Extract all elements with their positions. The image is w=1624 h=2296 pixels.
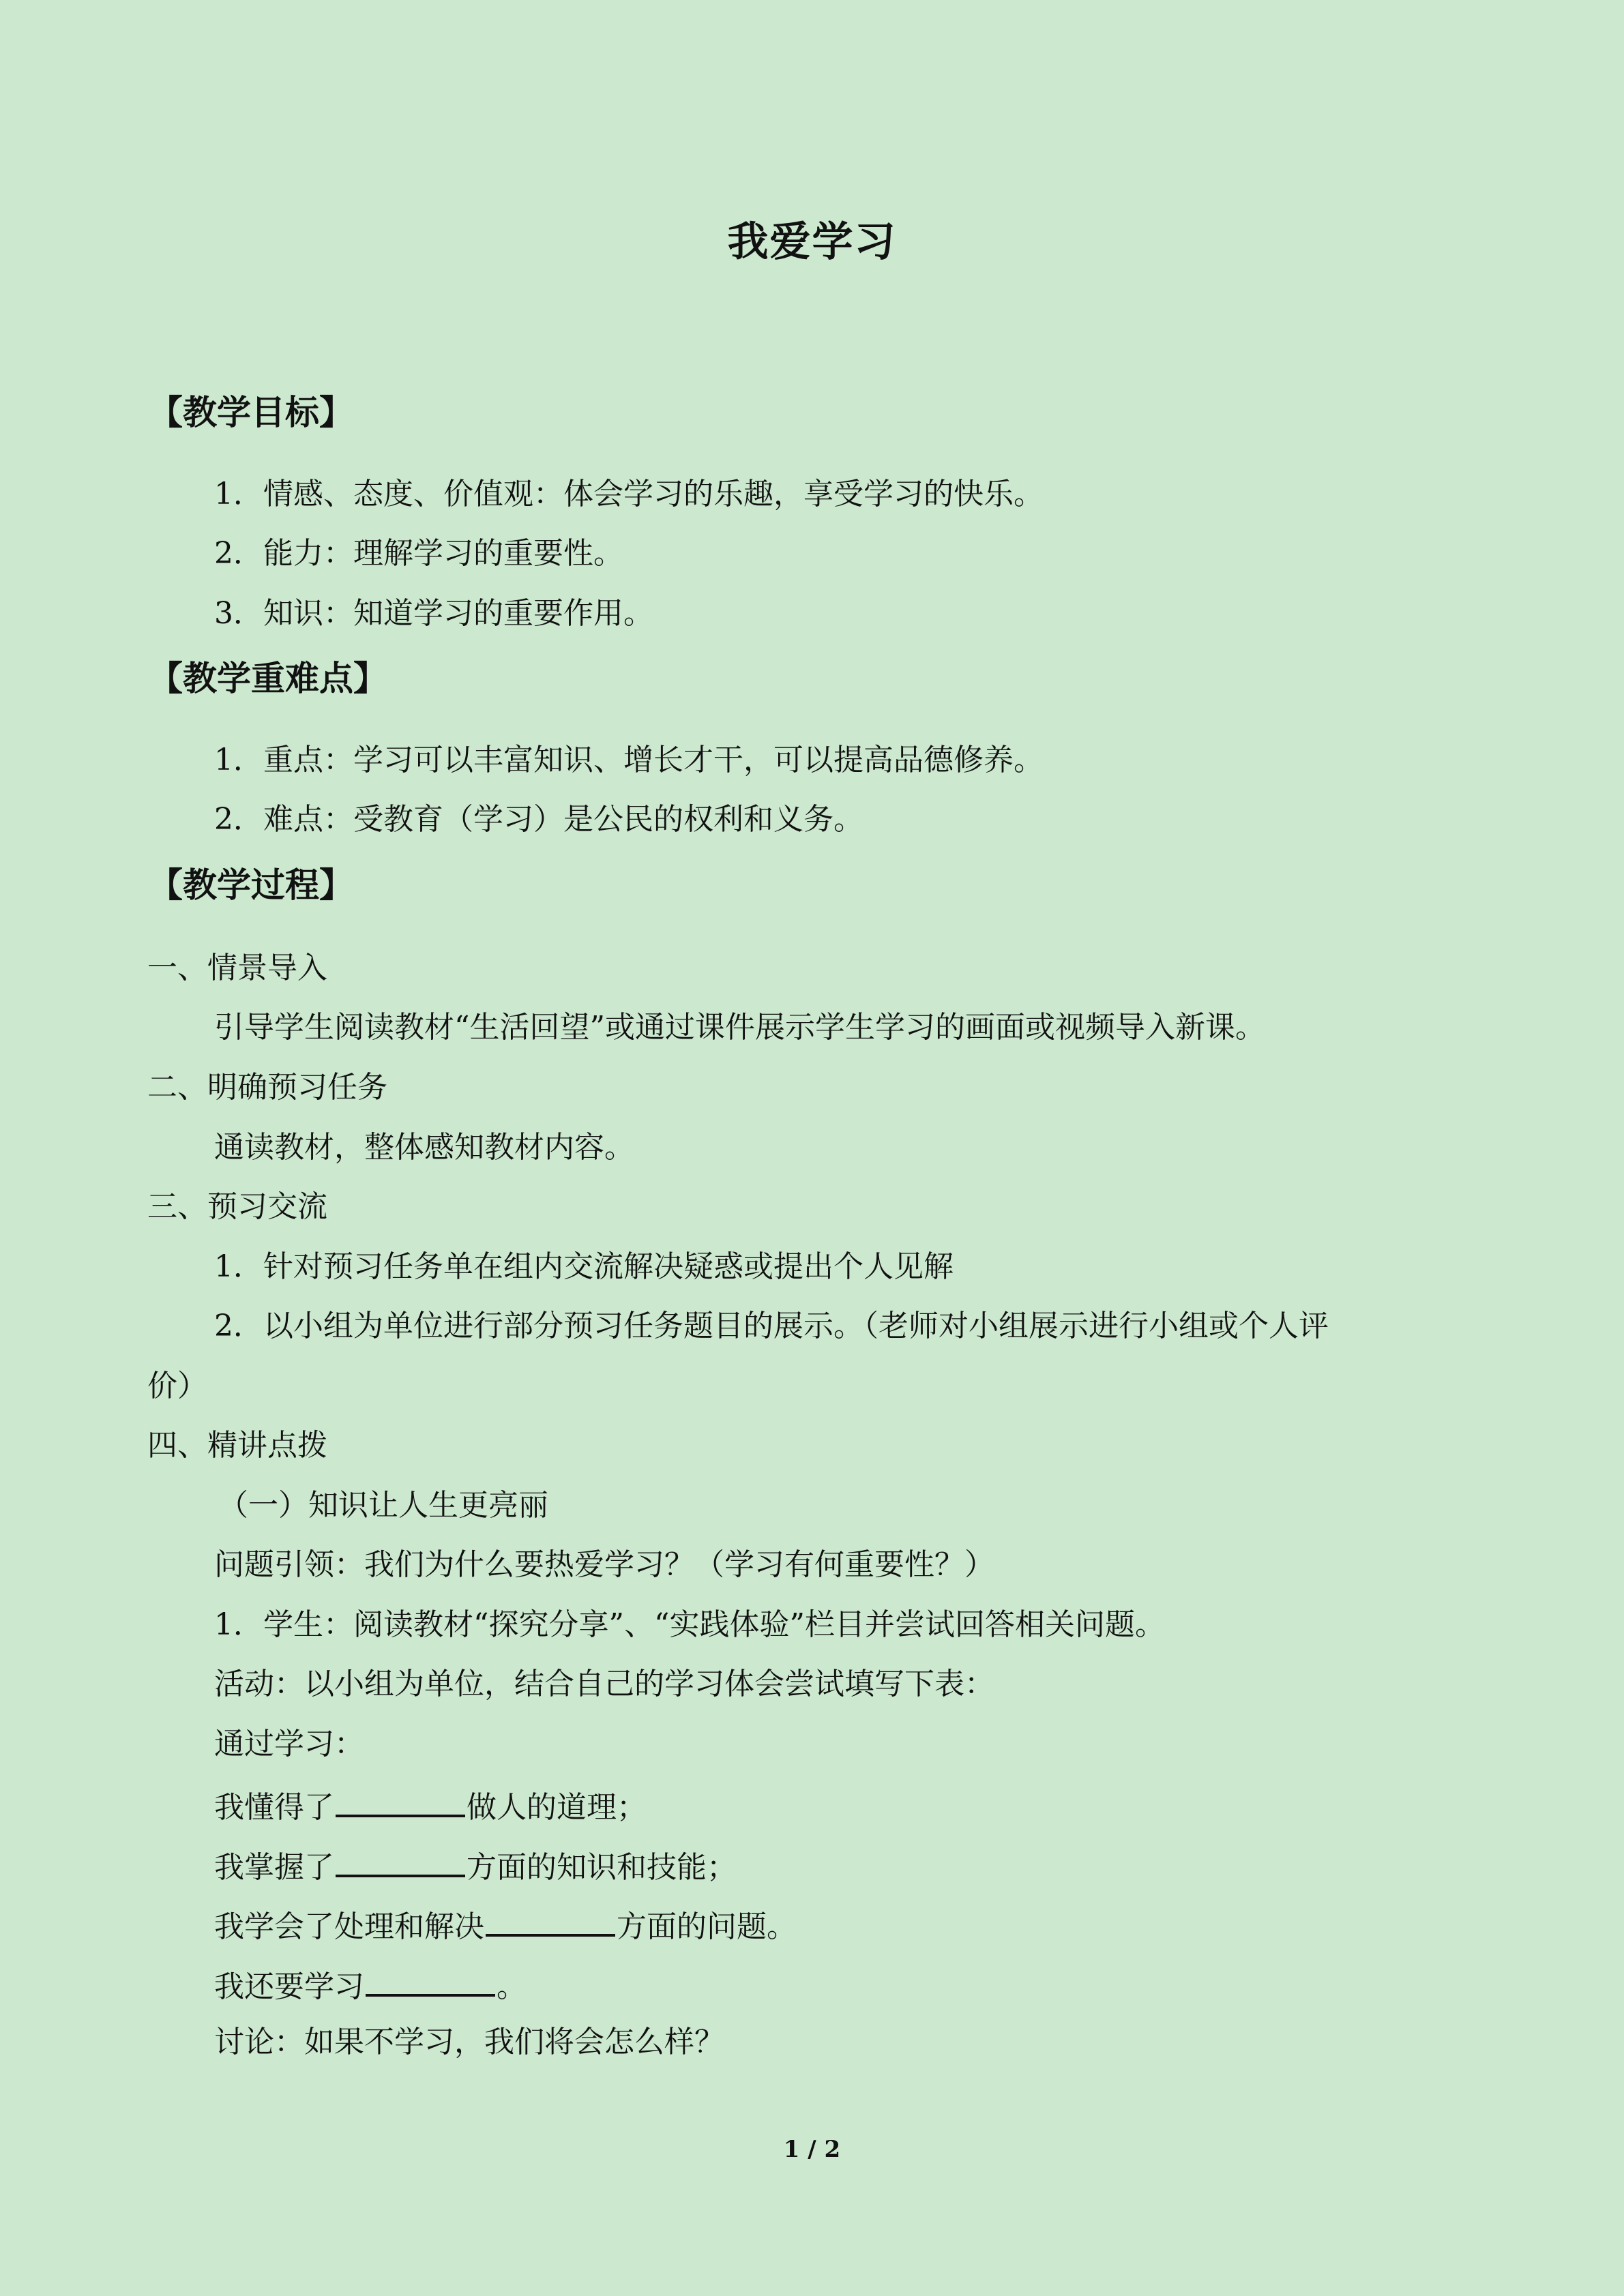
step2-title: 二、明确预习任务	[147, 1070, 387, 1105]
step3-item-1: 1．针对预习任务单在组内交流解决疑惑或提出个人见解	[214, 1249, 954, 1284]
fill-3-prefix: 我学会了处理和解决	[214, 1909, 484, 1944]
fill-1-blank[interactable]	[336, 1783, 465, 1817]
fill-2-prefix: 我掌握了	[214, 1850, 334, 1885]
fill-in-line-1	[214, 1783, 647, 1828]
fill-2-blank[interactable]	[336, 1843, 465, 1877]
fill-in-line-2	[214, 1843, 737, 1888]
step2-text: 通读教材，整体感知教材内容。	[214, 1130, 634, 1165]
step3-title: 三、预习交流	[147, 1189, 327, 1224]
discussion-question: 讨论：如果不学习，我们将会怎么样？	[214, 2025, 724, 2059]
step1-title: 一、情景导入	[147, 951, 327, 985]
page-title: 我爱学习	[727, 218, 897, 266]
fill-3-blank[interactable]	[486, 1903, 615, 1937]
through-learning-label: 通过学习：	[214, 1727, 364, 1761]
fill-4-blank[interactable]	[366, 1963, 495, 1997]
fill-in-line-3	[214, 1903, 797, 1948]
activity-instructions: 活动：以小组为单位，结合自己的学习体会尝试填写下表：	[214, 1667, 994, 1701]
key-point-item-1: 1．重点：学习可以丰富知识、增长才干，可以提高品德修养。	[214, 743, 1044, 777]
fill-4-suffix: 。	[497, 1969, 527, 2004]
fill-1-suffix: 做人的道理；	[467, 1790, 647, 1825]
step1-text: 引导学生阅读教材“生活回望”或通过课件展示学生学习的画面或视频导入新课。	[214, 1010, 1265, 1045]
key-point-item-2: 2．难点：受教育（学习）是公民的权利和义务。	[214, 802, 863, 837]
goal-item-3: 3．知识：知道学习的重要作用。	[214, 596, 653, 631]
goal-item-2: 2．能力：理解学习的重要性。	[214, 536, 623, 571]
section-heading-process: 【教学过程】	[149, 865, 353, 905]
step3-item-2-line2: 价）	[147, 1369, 207, 1403]
fill-in-line-4	[214, 1963, 527, 2008]
subsection-1-title: （一）知识让人生更亮丽	[218, 1488, 548, 1523]
goal-item-1: 1．情感、态度、价值观：体会学习的乐趣，享受学习的快乐。	[214, 477, 1044, 511]
step3-item-2-line1: 2．以小组为单位进行部分预习任务题目的展示。（老师对小组展示进行小组或个人评	[214, 1309, 1329, 1343]
section-heading-key-points: 【教学重难点】	[149, 658, 387, 698]
fill-4-prefix: 我还要学习	[214, 1969, 364, 2004]
fill-3-suffix: 方面的问题。	[617, 1909, 797, 1944]
section-heading-goals: 【教学目标】	[149, 392, 353, 432]
fill-2-suffix: 方面的知识和技能；	[467, 1850, 737, 1885]
step4-title: 四、精讲点拨	[147, 1428, 327, 1463]
page-number: 1 / 2	[783, 2136, 841, 2163]
guiding-question: 问题引领：我们为什么要热爱学习？（学习有何重要性？）	[214, 1547, 994, 1582]
student-activity-item: 1．学生：阅读教材“探究分享”、“实践体验”栏目并尝试回答相关问题。	[214, 1607, 1165, 1642]
fill-1-prefix: 我懂得了	[214, 1790, 334, 1825]
